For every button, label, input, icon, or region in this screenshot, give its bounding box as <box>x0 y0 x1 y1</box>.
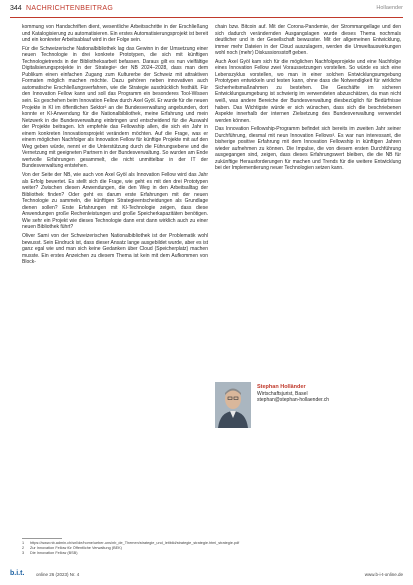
paragraph: kommung von Handschriften dient, wesentliche Arbeitsschritte in der Erschließung und Katalogisierung zu automatisieren. Ein erstes Automatisierungsprojekt ist bereit und ein konkreter Arbeitsablauf wird in der Folge sein. <box>22 24 208 44</box>
header-right-label: Hollaender <box>376 5 403 11</box>
footnote-number: 3 <box>22 551 25 556</box>
paragraph: Für die Schweizerische Nationalbibliothek lag das Gewinn in der Umsetzung einer neuen Technologie in drei konkrete Prototypen, die sich mit künftigen Technologietrends in der Bibliotheksarbeit befassen. Daraus gilt es nun vielfältige Digitalisierungsprojekte in der Strategie¹ der NB 2024–2028, dass man dem Publikum einen einfachen Zugang zum Kulturerbe der Schweiz mit attraktiven Formaten möglich machen möchte. Dazu gehören neben innovativen auch automatische Erschließungsverfahren, wie die Strategie ausdrücklich festhält. Für den Innovation Fellow kann und soll das Programm ein besonderes Tool-Wissen sein. Es geschehen beim Innovation Fellow durch Axel Gyöl. Er wurde für die neuen Projekte in KI im öffentlichen Sektor² an die Bundesverwaltung angebunden, dort konnte er KI-Anwendung für die Nationalbibliothek, meine Erfahrung und mein Netzwerk in die Bundesverwaltung einbringen und entscheidend für die Auswahl der Projekte beitragen. Ich empfehle das Fellowship allen, die sich ein Jahr in einem konkreten Innovationsprojekt verändern möchten. Auf die Frage, was er einem möglichen Nachfolger als Innovation Fellow für künftige Projekte mit auf den Weg geben würde, nennt er die Unterstützung durch die Führungsebene und die Vernetzung mit geeigneten Partnern in der Bundesverwaltung. So wurden am Ende wertvolle Erfahrungen gesammelt, die nicht unmittelbar in der IT der Bundesverwaltung entstehen. <box>22 45 208 170</box>
author-role: Wirtschaftsjurist, Basel <box>257 390 308 397</box>
footnote-number: 1 <box>22 541 25 545</box>
article-column-left <box>22 24 208 268</box>
paragraph: chain bzw. Bitcoin auf. Mit der Corona-Pandemie, der Strommangellage und den sich dadurch verändernden Ausgangslagen wurde dieses Thema nochmals deutlicher und in der Gesellschaft bewusster. Mit der allgemeinen Entwicklung, immer mehr Dateien in der Cloud auszulagern, werden die Umweltauswirkungen wohl noch (mehr) Diskussionsstoff geben. <box>215 24 401 57</box>
author-email[interactable]: stephan@stephan-hollaender.ch <box>257 397 330 403</box>
journal-issue: online 26 (2023) Nr. 4 <box>36 571 80 577</box>
footnote-divider <box>22 538 62 539</box>
paragraph: Auch Axel Gyöl kam sich für die möglichen Nachfolgeprojekte und eine Nachfolge eines Innovation Fellow zwei Voraussetzungen vorstellen. So würde es sich eine Lebenszyklus vorstellen, wo man in einer solchen Entwicklungsumgebung Prototypen entwickeln und testen kann, ohne dass die Notwendigkeit für wirkliche Sicherheitsmaßnahmen zu bestehen. Die Geschäfte im sicheren Entwicklungsumgebung ist schwierig im verwendeten abzuschätzen, da man nicht weiß, was andere Bereiche der Bundesverwaltung diesbezüglich für Bedürfnisse haben. Das Wichtigste würde er sich wünschen, dass sich die beschriebenen Aspekte innerhalb der internen Zielsetzung des Bundesverwaltung verwendet werden können. <box>215 58 401 124</box>
author-box <box>215 382 401 430</box>
paragraph: Von der Seite der NB, wie auch von Axel Gyöl als Innovation Fellow wird das Jahr als Erfolg bewertet. Es stellt sich die Frage, wie geht es mit den drei Prototypen weiter? Zwischen diesen Anwendungen, die den Weg in den Arbeitsalltag der Bibliothek finden? Oder geht es darum erste Erfahrungen mit der neuen Technologie zu sammeln, die künftigen Strategieentscheidungen als Grundlage dienen sollen? Erste Erfahrungen mit KI-Technologie zeigen, dass diese Anwendungen große Rechenleistungen und große Speicherkapazitäten benötigen. Wie sehr ein Projekt wie dieses Technologie dann erst dann wirklich auch zu einer neuen Bibliothek führt? <box>22 172 208 231</box>
paragraph: Oliver Sami von der Schweizerischen Nationalbibliothek ist der Problematik wohl bewusst. Sein Eindruck ist, dass dieser Ansatz lange ausgebildet wurde, aber es ist ganz egal wie und man sich keine Gedanken über Cloud (Speicherplatz) machen musste. Ein erstes Anzeichen zu diesem Thema ist kein mit dem Aufkommen von Block- <box>22 232 208 266</box>
page-footer <box>10 570 403 580</box>
article-column-right <box>215 24 401 174</box>
footnote-text: Zur Innovation Fellow für Öffentliche Verwaltung (BEK) <box>30 546 122 551</box>
footnote-number: 2 <box>22 546 25 551</box>
footnotes <box>22 541 403 557</box>
paragraph: Das Innovation Fellowship-Programm befindet sich bereits im zweiten Jahr seiner Durchführung, diesmal mit neun Innovation Fellows³. Es war nun interessant, die bisherige positive Erfahrung mit dem Innovation Fellowship in künftigen Jahren wieder aufnehmen zu können. Die Impulse, die von diesem ersten Durchführung ausgegangen sind, zeigen, dass dieses Erfahrungswert bleiben, die die NB für zukünftige Herausforderungen für machen und Trends für die weitere Entwicklung bei der Implementierung neuer Technologien setzen kann. <box>215 126 401 172</box>
journal-url[interactable]: www.b-i-t-online.de <box>364 571 403 577</box>
page-number: 344 <box>10 5 22 12</box>
section-title: NACHRICHTENBEITRAG <box>26 5 114 12</box>
journal-logo: b.i.t. <box>10 570 25 577</box>
author-portrait-icon <box>215 382 251 428</box>
author-photo <box>215 382 251 428</box>
author-info <box>257 384 329 404</box>
footnote-text: Die Innovation Fellow (BSB) <box>30 551 78 556</box>
footnote <box>22 551 403 556</box>
footnote-text[interactable]: https://www.nb.admin.ch/snl/de/home/ueber-uns/nb_de_Themen/strategie_und_leitbild/strategie_strategie.html_strategie.pdf <box>30 541 240 545</box>
header-divider <box>10 17 403 18</box>
page-header <box>10 5 403 17</box>
author-name: Stephan Holländer <box>257 384 306 390</box>
